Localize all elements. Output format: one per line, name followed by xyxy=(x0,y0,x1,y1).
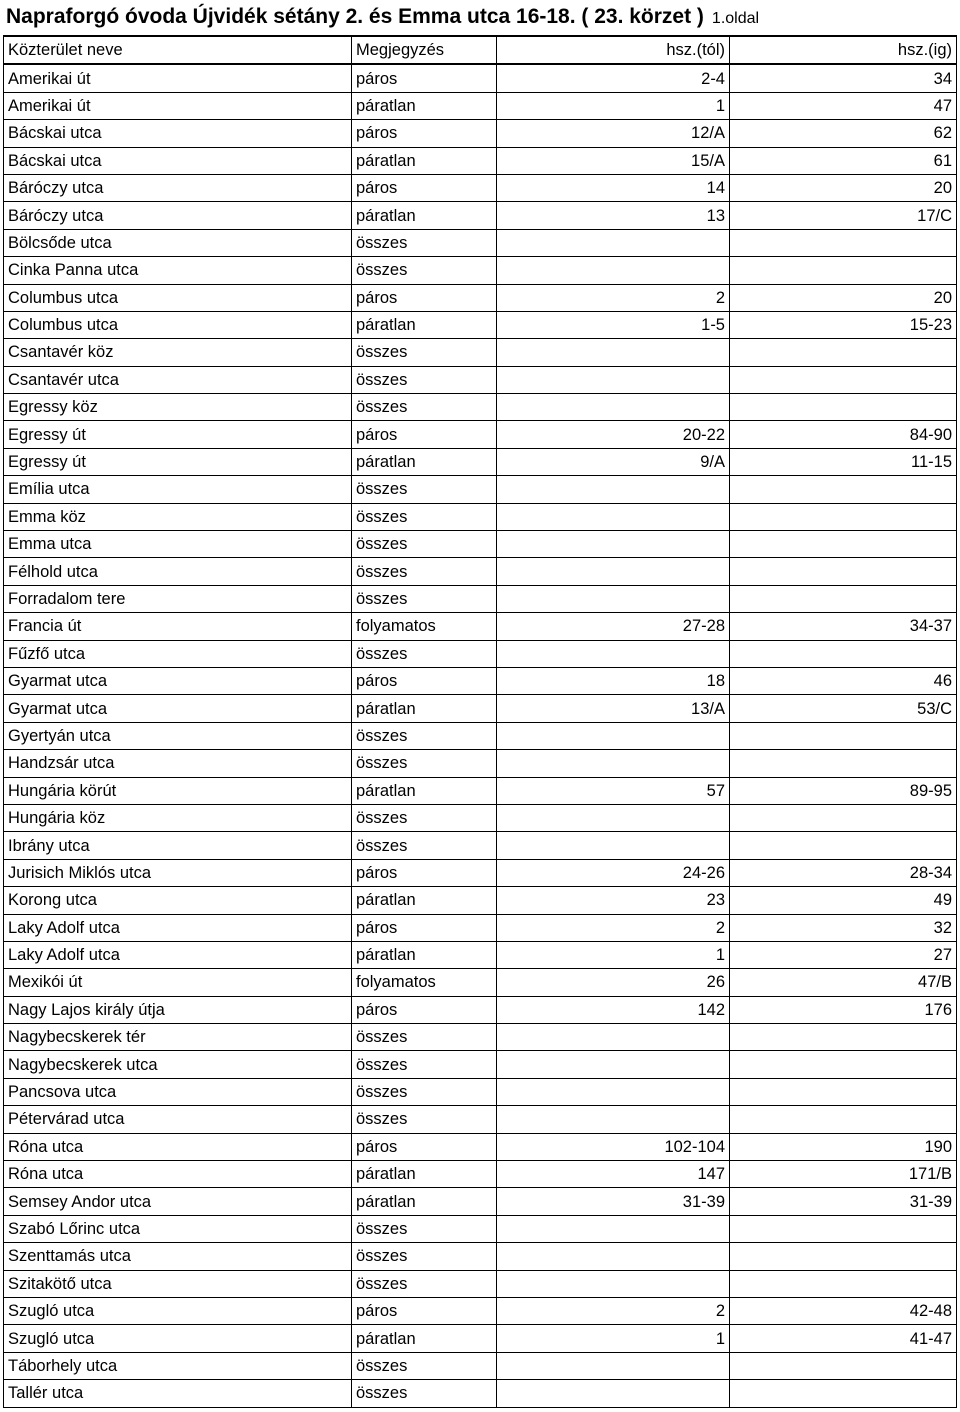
number-from-cell: 57 xyxy=(497,777,730,804)
table-row xyxy=(4,750,957,777)
street-name-cell: Hungária köz xyxy=(4,804,352,831)
number-to-cell: 47/B xyxy=(730,969,957,996)
table-row xyxy=(4,394,957,421)
number-from-cell: 12/A xyxy=(497,120,730,147)
table-row xyxy=(4,914,957,941)
note-cell: összes xyxy=(352,640,497,667)
number-from-cell xyxy=(497,476,730,503)
note-cell: összes xyxy=(352,1024,497,1051)
number-from-cell: 18 xyxy=(497,667,730,694)
note-cell: páratlan xyxy=(352,147,497,174)
table-row xyxy=(4,996,957,1023)
header-street-name: Közterület neve xyxy=(4,36,352,64)
number-to-cell xyxy=(730,1078,957,1105)
number-to-cell xyxy=(730,503,957,530)
note-cell: összes xyxy=(352,257,497,284)
number-to-cell: 20 xyxy=(730,174,957,201)
number-to-cell xyxy=(730,229,957,256)
street-name-cell: Columbus utca xyxy=(4,311,352,338)
number-from-cell: 24-26 xyxy=(497,859,730,886)
number-to-cell xyxy=(730,339,957,366)
number-from-cell: 2-4 xyxy=(497,64,730,92)
note-cell: páratlan xyxy=(352,1161,497,1188)
table-row xyxy=(4,1078,957,1105)
number-to-cell: 34-37 xyxy=(730,613,957,640)
number-from-cell xyxy=(497,503,730,530)
table-row xyxy=(4,585,957,612)
number-to-cell: 31-39 xyxy=(730,1188,957,1215)
street-name-cell: Emma utca xyxy=(4,531,352,558)
number-from-cell: 1 xyxy=(497,941,730,968)
number-to-cell: 84-90 xyxy=(730,421,957,448)
table-row xyxy=(4,695,957,722)
page-number: 1.oldal xyxy=(711,10,760,27)
number-to-cell xyxy=(730,1215,957,1242)
number-to-cell xyxy=(730,531,957,558)
note-cell: páratlan xyxy=(352,1325,497,1352)
number-to-cell: 171/B xyxy=(730,1161,957,1188)
street-name-cell: Handzsár utca xyxy=(4,750,352,777)
street-name-cell: Gyarmat utca xyxy=(4,667,352,694)
street-name-cell: Róna utca xyxy=(4,1133,352,1160)
header-number-from: hsz.(tól) xyxy=(497,36,730,64)
street-name-cell: Szitakötő utca xyxy=(4,1270,352,1297)
note-cell: páros xyxy=(352,120,497,147)
note-cell: páratlan xyxy=(352,311,497,338)
street-name-cell: Cinka Panna utca xyxy=(4,257,352,284)
street-name-cell: Bácskai utca xyxy=(4,147,352,174)
note-cell: összes xyxy=(352,558,497,585)
note-cell: összes xyxy=(352,531,497,558)
number-to-cell: 53/C xyxy=(730,695,957,722)
number-from-cell: 14 xyxy=(497,174,730,201)
note-cell: páros xyxy=(352,284,497,311)
street-name-cell: Jurisich Miklós utca xyxy=(4,859,352,886)
note-cell: összes xyxy=(352,476,497,503)
note-cell: összes xyxy=(352,1106,497,1133)
number-from-cell: 9/A xyxy=(497,448,730,475)
street-name-cell: Laky Adolf utca xyxy=(4,914,352,941)
table-row xyxy=(4,311,957,338)
note-cell: összes xyxy=(352,394,497,421)
note-cell: páros xyxy=(352,859,497,886)
number-to-cell: 47 xyxy=(730,92,957,119)
number-to-cell xyxy=(730,558,957,585)
number-to-cell: 41-47 xyxy=(730,1325,957,1352)
number-to-cell xyxy=(730,1270,957,1297)
number-to-cell xyxy=(730,257,957,284)
street-name-cell: Korong utca xyxy=(4,887,352,914)
table-row xyxy=(4,1325,957,1352)
table-row xyxy=(4,120,957,147)
street-name-cell: Nagybecskerek utca xyxy=(4,1051,352,1078)
note-cell: páros xyxy=(352,64,497,92)
number-from-cell: 1 xyxy=(497,1325,730,1352)
number-from-cell xyxy=(497,394,730,421)
number-to-cell: 62 xyxy=(730,120,957,147)
street-name-cell: Amerikai út xyxy=(4,92,352,119)
note-cell: folyamatos xyxy=(352,969,497,996)
table-row xyxy=(4,640,957,667)
number-from-cell xyxy=(497,339,730,366)
table-row xyxy=(4,859,957,886)
note-cell: páros xyxy=(352,421,497,448)
number-from-cell: 15/A xyxy=(497,147,730,174)
number-from-cell xyxy=(497,1352,730,1379)
number-to-cell: 15-23 xyxy=(730,311,957,338)
street-name-cell: Gyarmat utca xyxy=(4,695,352,722)
street-name-cell: Mexikói út xyxy=(4,969,352,996)
street-name-cell: Táborhely utca xyxy=(4,1352,352,1379)
number-from-cell xyxy=(497,640,730,667)
table-row xyxy=(4,257,957,284)
street-name-cell: Egressy út xyxy=(4,448,352,475)
table-row xyxy=(4,1188,957,1215)
note-cell: páratlan xyxy=(352,448,497,475)
table-row xyxy=(4,92,957,119)
note-cell: összes xyxy=(352,1243,497,1270)
street-name-cell: Szabó Lőrinc utca xyxy=(4,1215,352,1242)
table-row xyxy=(4,804,957,831)
note-cell: összes xyxy=(352,1270,497,1297)
table-row xyxy=(4,202,957,229)
note-cell: páratlan xyxy=(352,695,497,722)
street-name-cell: Forradalom tere xyxy=(4,585,352,612)
note-cell: páratlan xyxy=(352,202,497,229)
note-cell: folyamatos xyxy=(352,613,497,640)
note-cell: páros xyxy=(352,1133,497,1160)
number-from-cell: 26 xyxy=(497,969,730,996)
street-name-cell: Gyertyán utca xyxy=(4,722,352,749)
number-from-cell xyxy=(497,1243,730,1270)
street-name-cell: Columbus utca xyxy=(4,284,352,311)
number-to-cell xyxy=(730,832,957,859)
number-from-cell: 147 xyxy=(497,1161,730,1188)
table-row xyxy=(4,448,957,475)
number-to-cell: 34 xyxy=(730,64,957,92)
street-name-cell: Pétervárad utca xyxy=(4,1106,352,1133)
table-row xyxy=(4,1133,957,1160)
note-cell: összes xyxy=(352,339,497,366)
street-name-cell: Emma köz xyxy=(4,503,352,530)
number-to-cell: 20 xyxy=(730,284,957,311)
note-cell: összes xyxy=(352,503,497,530)
number-from-cell: 102-104 xyxy=(497,1133,730,1160)
number-from-cell xyxy=(497,804,730,831)
note-cell: összes xyxy=(352,804,497,831)
number-from-cell: 23 xyxy=(497,887,730,914)
note-cell: összes xyxy=(352,1380,497,1407)
street-name-cell: Nagybecskerek tér xyxy=(4,1024,352,1051)
street-name-cell: Amerikai út xyxy=(4,64,352,92)
number-from-cell: 2 xyxy=(497,914,730,941)
number-from-cell: 13/A xyxy=(497,695,730,722)
street-name-cell: Szugló utca xyxy=(4,1297,352,1324)
table-row xyxy=(4,887,957,914)
title-text: Napraforgó óvoda Újvidék sétány 2. és Emma utca 16-18. ( 23. körzet ) xyxy=(6,5,704,28)
number-to-cell xyxy=(730,1024,957,1051)
table-row xyxy=(4,339,957,366)
number-to-cell: 17/C xyxy=(730,202,957,229)
number-from-cell: 142 xyxy=(497,996,730,1023)
street-name-cell: Emília utca xyxy=(4,476,352,503)
number-to-cell xyxy=(730,750,957,777)
street-name-cell: Félhold utca xyxy=(4,558,352,585)
number-to-cell: 176 xyxy=(730,996,957,1023)
table-row xyxy=(4,1270,957,1297)
street-name-cell: Fűzfő utca xyxy=(4,640,352,667)
number-to-cell: 61 xyxy=(730,147,957,174)
number-from-cell: 27-28 xyxy=(497,613,730,640)
number-from-cell xyxy=(497,750,730,777)
note-cell: összes xyxy=(352,832,497,859)
number-from-cell xyxy=(497,558,730,585)
street-name-cell: Laky Adolf utca xyxy=(4,941,352,968)
header-number-to: hsz.(ig) xyxy=(730,36,957,64)
number-to-cell xyxy=(730,585,957,612)
table-row xyxy=(4,366,957,393)
street-name-cell: Egressy út xyxy=(4,421,352,448)
table-row xyxy=(4,941,957,968)
table-row xyxy=(4,503,957,530)
table-row xyxy=(4,1161,957,1188)
number-to-cell: 27 xyxy=(730,941,957,968)
number-to-cell xyxy=(730,366,957,393)
number-from-cell: 2 xyxy=(497,1297,730,1324)
table-row xyxy=(4,1297,957,1324)
number-to-cell xyxy=(730,394,957,421)
note-cell: összes xyxy=(352,1078,497,1105)
number-from-cell xyxy=(497,1215,730,1242)
number-from-cell xyxy=(497,1270,730,1297)
street-name-cell: Hungária körút xyxy=(4,777,352,804)
note-cell: összes xyxy=(352,1352,497,1379)
number-to-cell xyxy=(730,804,957,831)
number-from-cell xyxy=(497,1078,730,1105)
table-row xyxy=(4,1215,957,1242)
street-name-cell: Szugló utca xyxy=(4,1325,352,1352)
note-cell: páratlan xyxy=(352,941,497,968)
table-header-row xyxy=(4,36,957,64)
number-from-cell: 31-39 xyxy=(497,1188,730,1215)
number-to-cell xyxy=(730,722,957,749)
table-row xyxy=(4,1352,957,1379)
note-cell: összes xyxy=(352,750,497,777)
number-to-cell: 11-15 xyxy=(730,448,957,475)
street-name-cell: Bácskai utca xyxy=(4,120,352,147)
table-row xyxy=(4,613,957,640)
street-name-cell: Francia út xyxy=(4,613,352,640)
number-from-cell xyxy=(497,832,730,859)
table-row xyxy=(4,1243,957,1270)
note-cell: páratlan xyxy=(352,777,497,804)
note-cell: összes xyxy=(352,366,497,393)
number-to-cell xyxy=(730,1106,957,1133)
note-cell: páros xyxy=(352,914,497,941)
number-to-cell: 46 xyxy=(730,667,957,694)
number-from-cell: 1 xyxy=(497,92,730,119)
street-name-cell: Semsey Andor utca xyxy=(4,1188,352,1215)
table-row xyxy=(4,722,957,749)
table-row xyxy=(4,667,957,694)
table-row xyxy=(4,1106,957,1133)
page-title xyxy=(6,2,759,32)
table-row xyxy=(4,777,957,804)
street-name-cell: Csantavér köz xyxy=(4,339,352,366)
number-to-cell xyxy=(730,476,957,503)
header-note: Megjegyzés xyxy=(352,36,497,64)
number-from-cell xyxy=(497,1024,730,1051)
street-name-cell: Bölcsőde utca xyxy=(4,229,352,256)
number-to-cell: 42-48 xyxy=(730,1297,957,1324)
number-to-cell xyxy=(730,640,957,667)
number-from-cell: 1-5 xyxy=(497,311,730,338)
note-cell: páros xyxy=(352,174,497,201)
table-row xyxy=(4,832,957,859)
number-from-cell: 2 xyxy=(497,284,730,311)
table-row xyxy=(4,558,957,585)
number-from-cell xyxy=(497,366,730,393)
table-row xyxy=(4,476,957,503)
street-table xyxy=(3,35,957,1408)
number-from-cell xyxy=(497,1380,730,1407)
note-cell: páratlan xyxy=(352,887,497,914)
street-name-cell: Báróczy utca xyxy=(4,174,352,201)
number-from-cell: 20-22 xyxy=(497,421,730,448)
note-cell: páros xyxy=(352,1297,497,1324)
number-from-cell xyxy=(497,585,730,612)
number-to-cell: 32 xyxy=(730,914,957,941)
table-row xyxy=(4,229,957,256)
number-to-cell xyxy=(730,1380,957,1407)
street-name-cell: Szenttamás utca xyxy=(4,1243,352,1270)
table-row xyxy=(4,1051,957,1078)
note-cell: páros xyxy=(352,667,497,694)
number-to-cell: 190 xyxy=(730,1133,957,1160)
number-from-cell xyxy=(497,1051,730,1078)
street-name-cell: Ibrány utca xyxy=(4,832,352,859)
note-cell: összes xyxy=(352,1051,497,1078)
number-from-cell xyxy=(497,1106,730,1133)
table-row xyxy=(4,1024,957,1051)
table-row xyxy=(4,969,957,996)
note-cell: összes xyxy=(352,722,497,749)
note-cell: páratlan xyxy=(352,1188,497,1215)
number-from-cell xyxy=(497,722,730,749)
street-name-cell: Tallér utca xyxy=(4,1380,352,1407)
table-row xyxy=(4,64,957,92)
table-row xyxy=(4,531,957,558)
street-name-cell: Egressy köz xyxy=(4,394,352,421)
street-name-cell: Pancsova utca xyxy=(4,1078,352,1105)
table-row xyxy=(4,147,957,174)
street-name-cell: Róna utca xyxy=(4,1161,352,1188)
number-from-cell xyxy=(497,257,730,284)
note-cell: páros xyxy=(352,996,497,1023)
note-cell: páratlan xyxy=(352,92,497,119)
street-name-cell: Nagy Lajos király útja xyxy=(4,996,352,1023)
number-to-cell: 28-34 xyxy=(730,859,957,886)
table-row xyxy=(4,421,957,448)
table-row xyxy=(4,284,957,311)
number-from-cell: 13 xyxy=(497,202,730,229)
table-row xyxy=(4,174,957,201)
note-cell: összes xyxy=(352,1215,497,1242)
note-cell: összes xyxy=(352,229,497,256)
table-row xyxy=(4,1380,957,1407)
street-name-cell: Báróczy utca xyxy=(4,202,352,229)
number-to-cell xyxy=(730,1051,957,1078)
note-cell: összes xyxy=(352,585,497,612)
number-to-cell: 89-95 xyxy=(730,777,957,804)
number-to-cell xyxy=(730,1243,957,1270)
number-to-cell xyxy=(730,1352,957,1379)
number-from-cell xyxy=(497,229,730,256)
number-to-cell: 49 xyxy=(730,887,957,914)
street-name-cell: Csantavér utca xyxy=(4,366,352,393)
number-from-cell xyxy=(497,531,730,558)
